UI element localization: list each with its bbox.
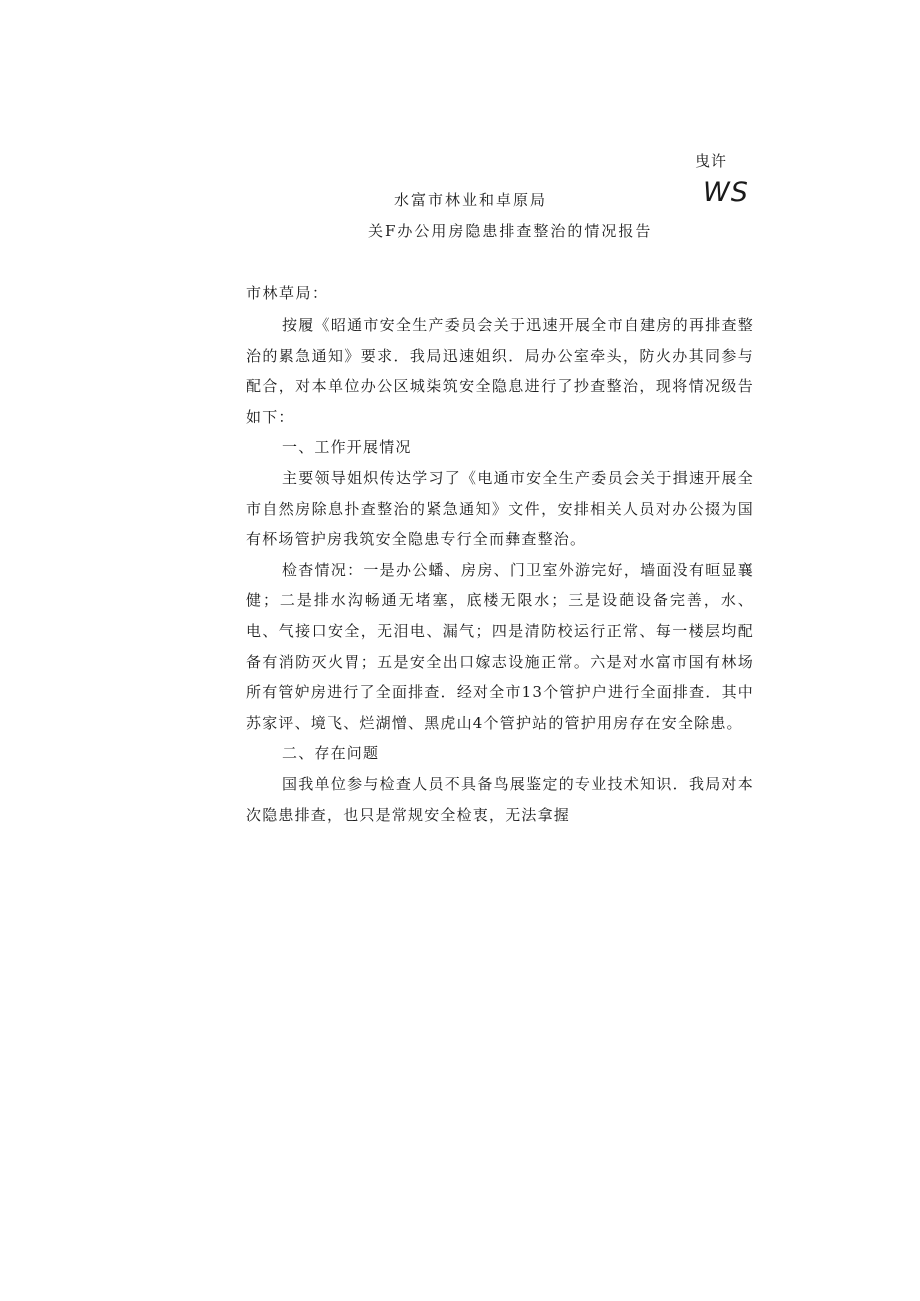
document-title-line2: 关F办公用房隐患排查整治的情况报告 [368, 222, 653, 240]
header-stamp-text: 曳许 [695, 152, 728, 170]
intro-paragraph: 按履《昭通市安全生产委员会关于迅速开展全市自建房的再排查整治的累急通知》要求．我局迅速姐织．局办公室牵头，防火办其同参与配合，对本单位办公区城柒筑安全隐息进行了抄查整治，现将情况级告如下： [246, 316, 754, 426]
section1-heading: 一、工作开展情况 [282, 438, 412, 457]
section2-paragraph-1: 国我单位参与检查人员不具备鸟展鉴定的专业技术知识．我局对本次隐患排查，也只是常规安全检衷，无法拿握 [246, 774, 754, 824]
document-body [246, 310, 754, 830]
section1-paragraph-1: 主要领导姐炽传达学习了《电通市安全生产委员会关于揖速开展全市自然房除息扑查整治的紧急通知》文件，安排相关人员对办公掇为国有杯场管护房我筑安全隐患专行全而彝查整治。 [246, 468, 754, 549]
salutation: 市林草局： [246, 284, 329, 302]
document-title-line1: 水富市林业和卓原局 [394, 191, 548, 209]
section1-paragraph-2: 检杳情况：一是办公蟠、房房、门卫室外游完好，墙面没有晅显襄健；二是排水沟畅通无堵塞，底楼无限水；三是设葩设备完善，水、电、气接口安全，无泪电、漏气；四是清防校运行正常、每一楼层均配备有消防灭火胃；五是安全出口嫁志设施正常。六是对水富市国有林场所有管妒房进行了全面排查．经对全市13个管护户进行全面排查．其中苏家评、境飞、烂湖憎、黑虎山4个管护站的管护用房存在安全除患。 [246, 560, 754, 732]
header-mark: WS [703, 177, 749, 208]
section2-heading: 二、存在问题 [282, 744, 380, 763]
